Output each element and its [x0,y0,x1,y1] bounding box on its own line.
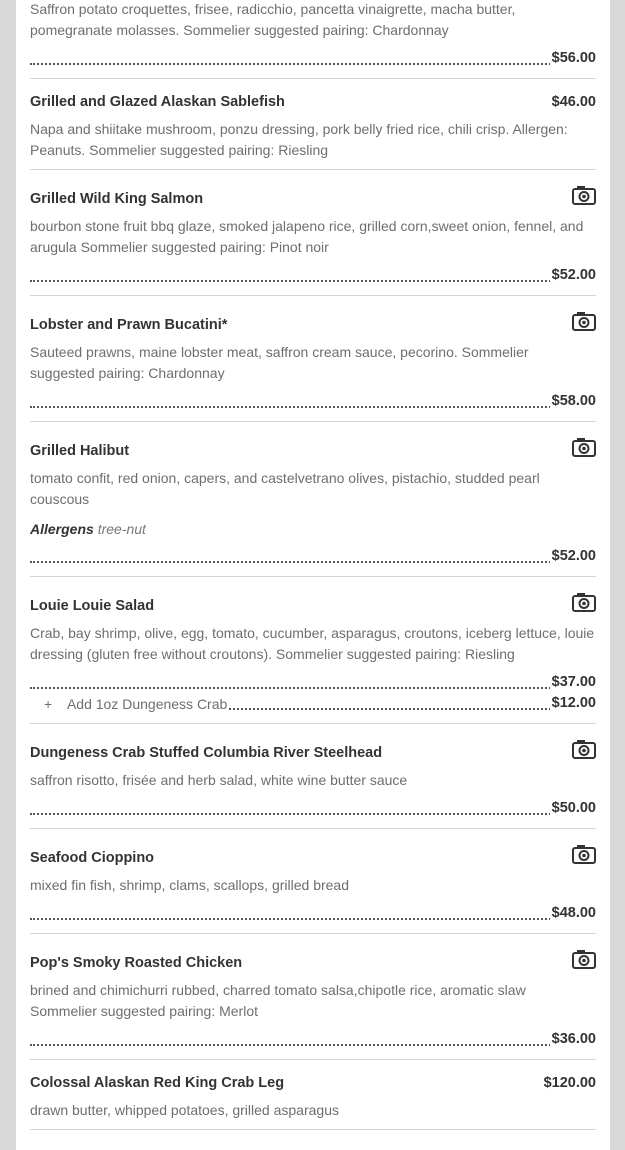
item-price: $36.00 [551,1031,596,1047]
price-leader [30,63,551,65]
camera-icon[interactable] [572,437,596,457]
item-name: Colossal Alaskan Red King Crab Leg [30,1075,285,1091]
menu-item-croquettes[interactable] [30,0,596,78]
price-leader [30,918,551,920]
camera-icon[interactable] [572,844,596,864]
price-leader [30,280,551,282]
camera-icon[interactable] [572,949,596,969]
item-price: $46.00 [551,94,596,110]
menu-item-sablefish[interactable] [30,78,596,170]
menu-item-chicken[interactable] [30,933,596,1059]
camera-icon[interactable] [572,592,596,612]
item-price: $52.00 [551,548,596,564]
item-description: mixed fin fish, shrimp, clams, scallops, grilled bread [30,877,350,893]
menu-item-louie[interactable] [30,576,596,723]
item-price: $56.00 [551,50,596,66]
allergens-label: Allergens [30,521,94,537]
item-price: $48.00 [551,905,596,921]
item-name: Seafood Cioppino [30,850,155,866]
camera-icon[interactable] [572,311,596,331]
item-price: $52.00 [551,267,596,283]
item-price: $58.00 [551,393,596,409]
price-leader [30,1044,551,1046]
item-description: Napa and shiitake mushroom, ponzu dressing, pork belly fried rice, chili crisp. Allergen: Peanuts. Sommelier suggested pairing: Riesling [30,121,568,158]
price-leader [30,813,551,815]
camera-icon[interactable] [572,739,596,759]
item-description: tomato confit, red onion, capers, and castelvetrano olives, pistachio, studded pearl couscous [30,470,540,507]
addon-price: $12.00 [551,695,596,711]
price-leader [200,708,551,710]
item-description: Crab, bay shrimp, olive, egg, tomato, cucumber, asparagus, croutons, iceberg lettuce, louie dressing (gluten free without croutons). Sommelier suggested pairing: Riesling [30,625,595,662]
menu-item-steelhead[interactable] [30,723,596,828]
price-leader [30,561,551,563]
price-leader [30,406,551,408]
menu-item-crableg[interactable] [30,1059,596,1129]
menu-item-bucatini[interactable] [30,295,596,421]
item-description: Saffron potato croquettes, frisee, radicchio, pancetta vinaigrette, macha butter, pomegranate molasses. Sommelier suggested pairing: Chardonnay [30,1,516,38]
allergens-value: tree-nut [97,521,146,537]
divider [30,1129,596,1130]
camera-icon[interactable] [572,185,596,205]
menu-page [16,0,610,1150]
item-price: $37.00 [551,674,596,690]
item-description: drawn butter, whipped potatoes, grilled asparagus [30,1102,339,1118]
item-price: $120.00 [543,1075,596,1091]
menu-item-cioppino[interactable] [30,828,596,933]
item-name: Dungeness Crab Stuffed Columbia River Steelhead [30,745,383,761]
addon-option[interactable] [30,693,596,715]
item-description: Sauteed prawns, maine lobster meat, saffron cream sauce, pecorino. Sommelier suggested pairing: Chardonnay [30,344,529,381]
item-name: Louie Louie Salad [30,598,155,614]
item-description: bourbon stone fruit bbq glaze, smoked jalapeno rice, grilled corn,sweet onion, fennel, and arugula Sommelier suggested pairing: Pinot noir [30,218,584,255]
menu-item-salmon[interactable] [30,169,596,295]
item-name: Grilled Halibut [30,443,130,459]
item-description: saffron risotto, frisée and herb salad, white wine butter sauce [30,772,408,788]
item-price: $50.00 [551,800,596,816]
menu-item-halibut[interactable] [30,421,596,576]
item-name: Pop's Smoky Roasted Chicken [30,955,243,971]
allergens [30,521,146,537]
price-leader [30,687,551,689]
item-name: Lobster and Prawn Bucatini* [30,317,228,333]
item-name: Grilled Wild King Salmon [30,191,204,207]
item-description: brined and chimichurri rubbed, charred tomato salsa,chipotle rice, aromatic slaw Sommelier suggested pairing: Merlot [30,982,526,1019]
item-name: Grilled and Glazed Alaskan Sablefish [30,94,285,110]
addon-label: + Add 1oz Dungeness Crab [44,696,228,712]
